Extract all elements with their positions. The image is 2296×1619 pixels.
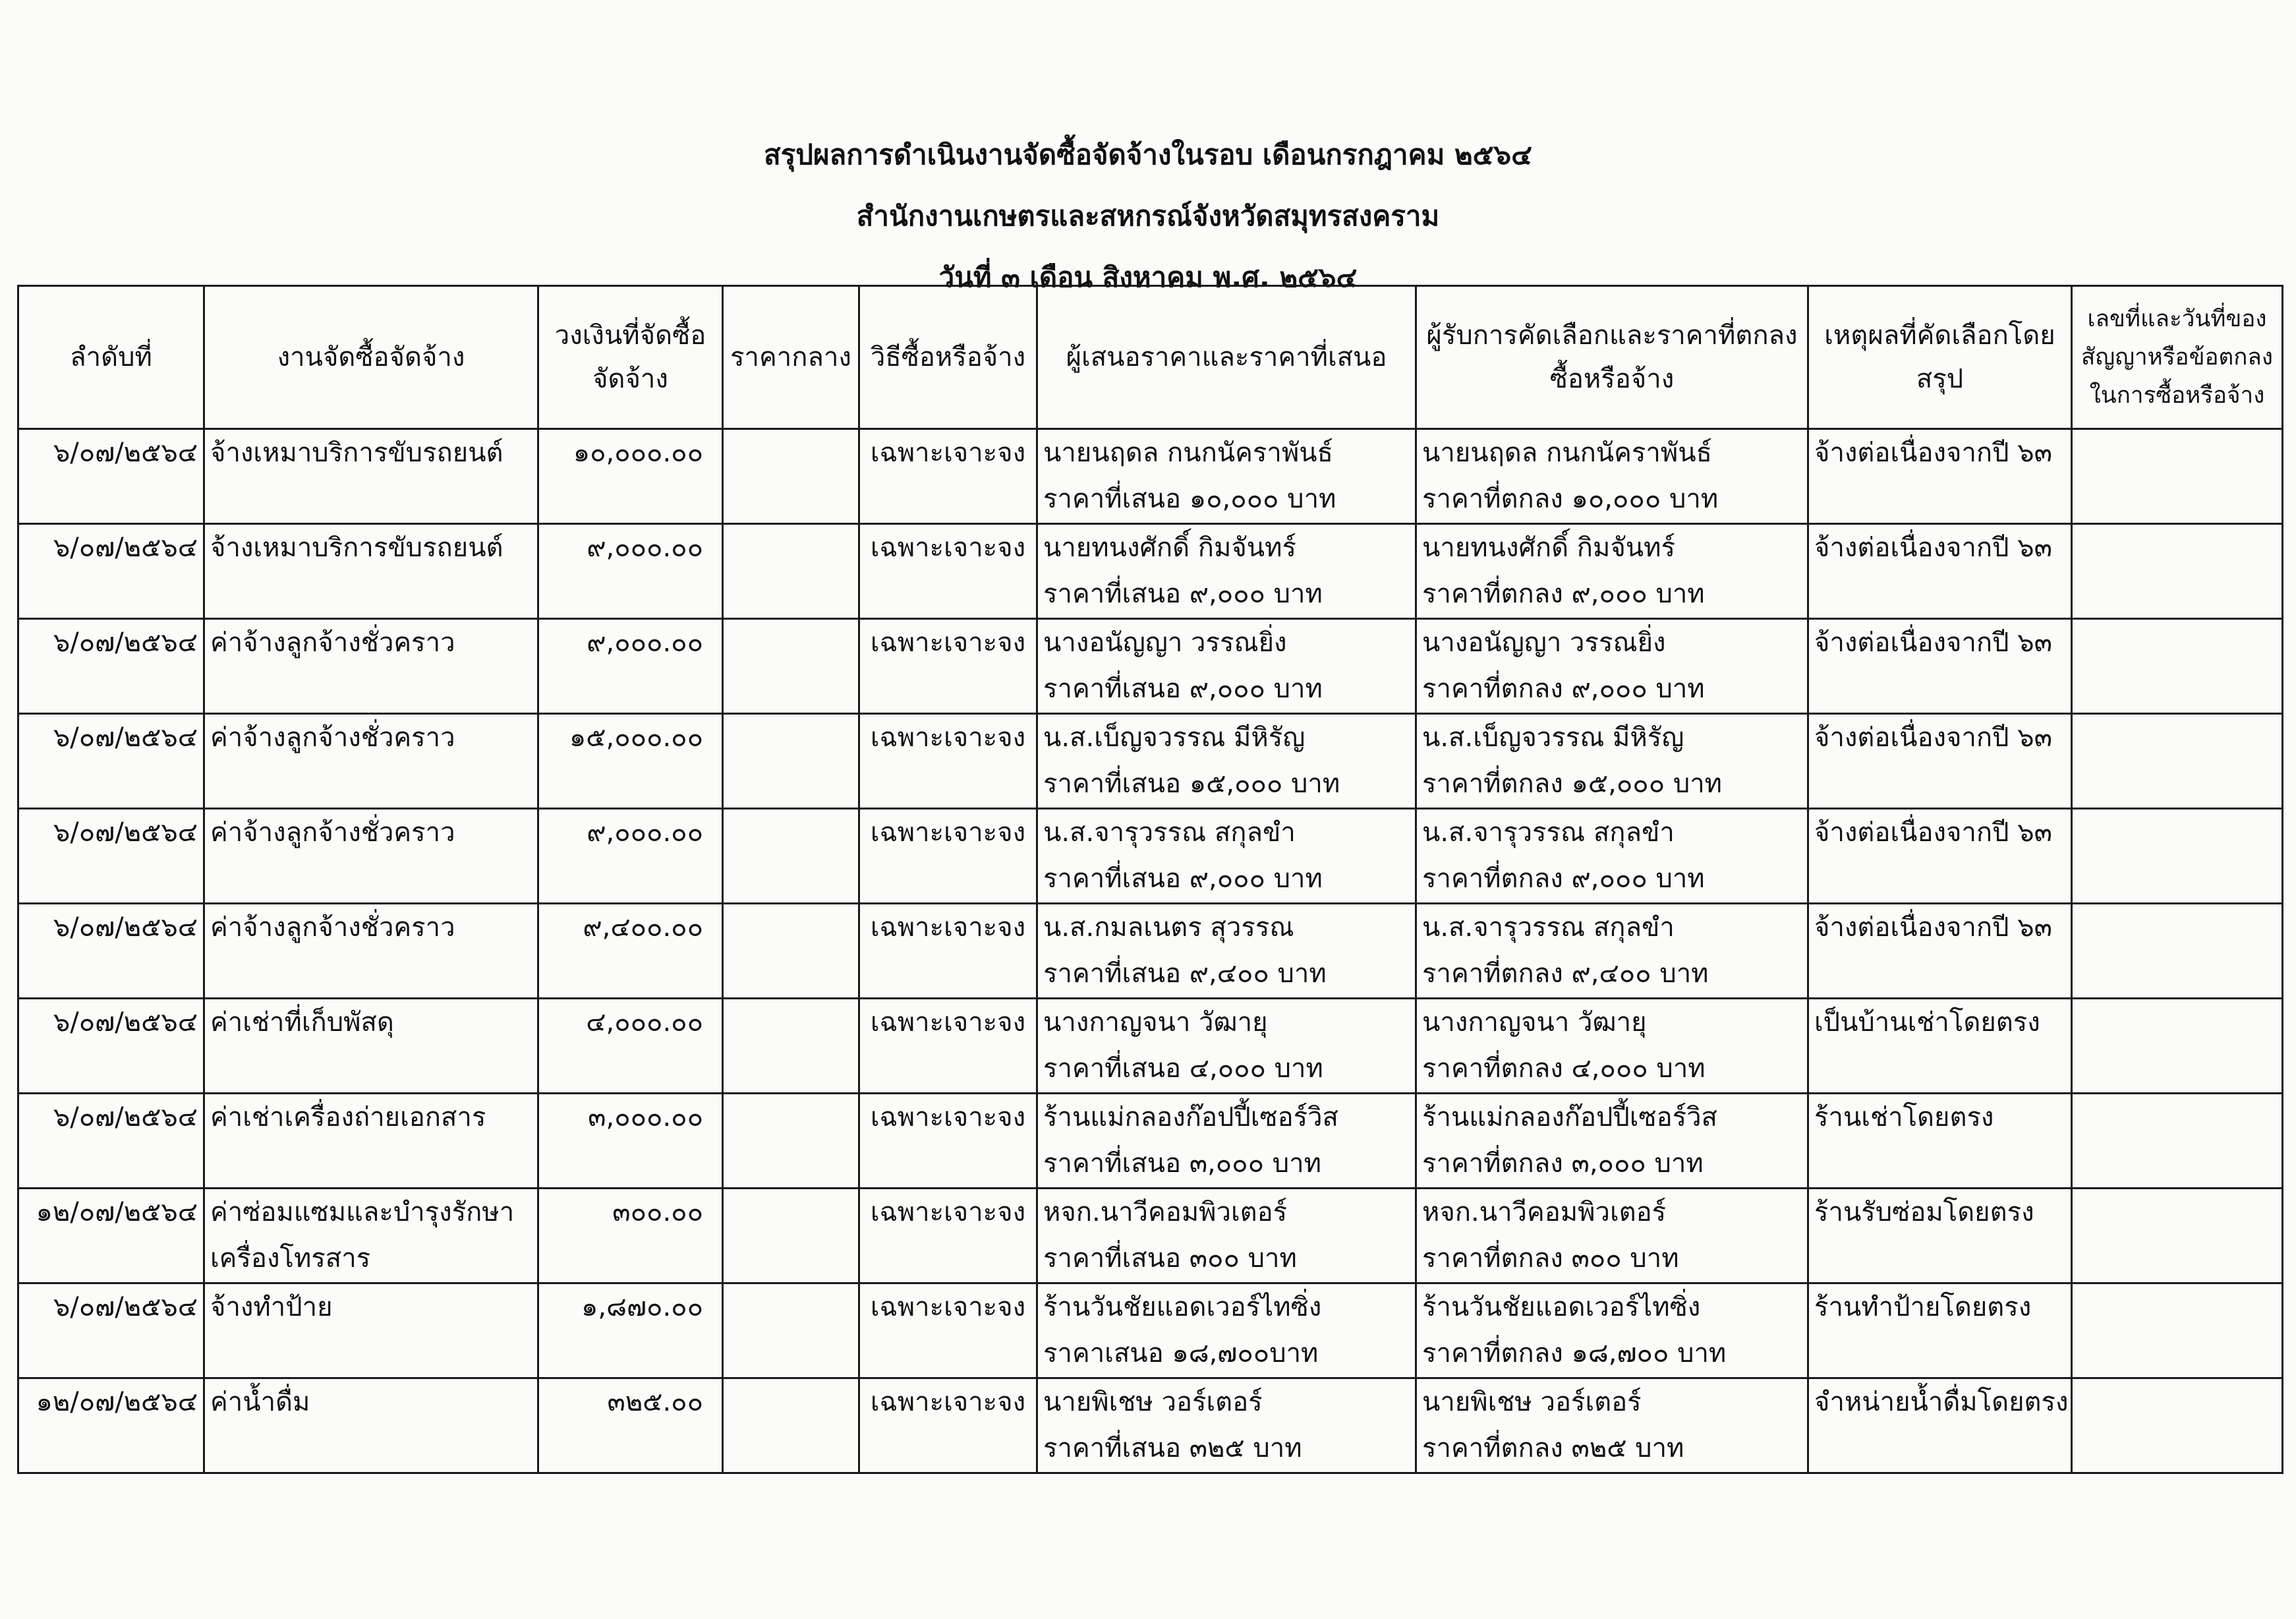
cell-reason: จ้างต่อเนื่องจากปี ๖๓ <box>1808 429 2072 524</box>
winner-price: ราคาที่ตกลง ๓๒๕ บาท <box>1422 1433 1684 1463</box>
header-budget: วงเงินที่จัดซื้อจัดจ้าง <box>538 286 723 429</box>
cell-budget: ๓,๐๐๐.๐๐ <box>538 1094 723 1189</box>
winner-price: ราคาที่ตกลง ๓๐๐ บาท <box>1422 1243 1679 1274</box>
table-row <box>18 809 2283 904</box>
cell-method: เฉพาะเจาะจง <box>859 1189 1037 1283</box>
bidder-name: น.ส.เบ็ญจวรรณ มีหิรัญ <box>1043 722 1306 753</box>
cell-date: ๖/๐๗/๒๕๖๔ <box>18 1283 204 1378</box>
cell-median-price <box>723 1189 859 1283</box>
cell-reason: จ้างต่อเนื่องจากปี ๖๓ <box>1808 714 2072 809</box>
table-header-row <box>18 286 2283 429</box>
bidder-price: ราคาที่เสนอ ๙,๐๐๐ บาท <box>1043 864 1323 894</box>
cell-reason: จำหน่ายน้ำดื่มโดยตรง <box>1808 1378 2072 1473</box>
cell-date: ๖/๐๗/๒๕๖๔ <box>18 619 204 714</box>
winner-name: นายทนงศักดิ์ กิมจันทร์ <box>1422 533 1676 563</box>
cell-contract <box>2072 999 2283 1094</box>
table-row <box>18 619 2283 714</box>
cell-contract <box>2072 619 2283 714</box>
cell-bidder <box>1037 1189 1416 1283</box>
bidder-name: นางอนัญญา วรรณยิ่ง <box>1043 628 1287 658</box>
procurement-table <box>17 285 2283 1474</box>
bidder-price: ราคาที่เสนอ ๙,๐๐๐ บาท <box>1043 579 1323 609</box>
cell-task: ค่าจ้างลูกจ้างชั่วคราว <box>204 714 538 809</box>
cell-date: ๖/๐๗/๒๕๖๔ <box>18 429 204 524</box>
bidder-price: ราคาที่เสนอ ๑๐,๐๐๐ บาท <box>1043 484 1336 514</box>
winner-price: ราคาที่ตกลง ๔,๐๐๐ บาท <box>1422 1053 1706 1084</box>
cell-budget: ๔,๐๐๐.๐๐ <box>538 999 723 1094</box>
document-header <box>0 124 2296 308</box>
cell-method: เฉพาะเจาะจง <box>859 904 1037 999</box>
cell-task: ค่าจ้างลูกจ้างชั่วคราว <box>204 904 538 999</box>
cell-winner <box>1416 904 1808 999</box>
cell-bidder <box>1037 1094 1416 1189</box>
bidder-price: ราคาที่เสนอ ๓๐๐ บาท <box>1043 1243 1297 1274</box>
table-row <box>18 904 2283 999</box>
cell-bidder <box>1037 1378 1416 1473</box>
cell-median-price <box>723 1094 859 1189</box>
table-row <box>18 999 2283 1094</box>
cell-method: เฉพาะเจาะจง <box>859 1283 1037 1378</box>
bidder-name: ร้านวันชัยแอดเวอร์ไทซิ่ง <box>1043 1292 1322 1322</box>
cell-reason: จ้างต่อเนื่องจากปี ๖๓ <box>1808 524 2072 619</box>
cell-method: เฉพาะเจาะจง <box>859 999 1037 1094</box>
bidder-price: ราคาที่เสนอ ๙,๔๐๐ บาท <box>1043 958 1327 989</box>
cell-bidder <box>1037 809 1416 904</box>
winner-name: นางกาญจนา วัฒายุ <box>1422 1007 1647 1038</box>
bidder-price: ราคาที่เสนอ ๑๕,๐๐๐ บาท <box>1043 769 1340 799</box>
cell-budget: ๙,๐๐๐.๐๐ <box>538 524 723 619</box>
agency-name: สำนักงานเกษตรและสหกรณ์จังหวัดสมุทรสงคราม <box>856 200 1440 232</box>
cell-bidder <box>1037 1283 1416 1378</box>
winner-name: นายนฤดล กนกนัคราพันธ์ <box>1422 438 1712 468</box>
bidder-name: นายพิเชษ วอร์เตอร์ <box>1043 1387 1263 1417</box>
bidder-price: ราคาเสนอ ๑๘,๗๐๐บาท <box>1043 1338 1319 1369</box>
cell-date: ๑๒/๐๗/๒๕๖๔ <box>18 1189 204 1283</box>
header-seq: ลำดับที่ <box>18 286 204 429</box>
cell-bidder <box>1037 904 1416 999</box>
cell-winner <box>1416 1094 1808 1189</box>
winner-name: นายพิเชษ วอร์เตอร์ <box>1422 1387 1642 1417</box>
cell-median-price <box>723 904 859 999</box>
cell-method: เฉพาะเจาะจง <box>859 1378 1037 1473</box>
cell-method: เฉพาะเจาะจง <box>859 429 1037 524</box>
cell-bidder <box>1037 429 1416 524</box>
winner-name: น.ส.จารุวรรณ สกุลขำ <box>1422 912 1675 943</box>
cell-date: ๖/๐๗/๒๕๖๔ <box>18 1094 204 1189</box>
table-row <box>18 1283 2283 1378</box>
bidder-price: ราคาที่เสนอ ๔,๐๐๐ บาท <box>1043 1053 1323 1084</box>
cell-task: ค่าจ้างลูกจ้างชั่วคราว <box>204 619 538 714</box>
cell-median-price <box>723 1283 859 1378</box>
cell-contract <box>2072 714 2283 809</box>
cell-winner <box>1416 1378 1808 1473</box>
cell-winner <box>1416 1189 1808 1283</box>
bidder-name: น.ส.กมลเนตร สุวรรณ <box>1043 912 1294 943</box>
cell-bidder <box>1037 999 1416 1094</box>
cell-budget: ๓๒๕.๐๐ <box>538 1378 723 1473</box>
cell-contract <box>2072 1378 2283 1473</box>
cell-winner <box>1416 999 1808 1094</box>
winner-name: น.ส.เบ็ญจวรรณ มีหิรัญ <box>1422 722 1684 753</box>
cell-reason: จ้างต่อเนื่องจากปี ๖๓ <box>1808 809 2072 904</box>
bidder-price: ราคาที่เสนอ ๙,๐๐๐ บาท <box>1043 674 1323 704</box>
cell-task: จ้างทำป้าย <box>204 1283 538 1378</box>
winner-name: ร้านวันชัยแอดเวอร์ไทซิ่ง <box>1422 1292 1701 1322</box>
cell-winner <box>1416 714 1808 809</box>
cell-median-price <box>723 714 859 809</box>
cell-contract <box>2072 524 2283 619</box>
bidder-name: นายนฤดล กนกนัคราพันธ์ <box>1043 438 1333 468</box>
cell-budget: ๙,๔๐๐.๐๐ <box>538 904 723 999</box>
cell-task: ค่าเช่าที่เก็บพัสดุ <box>204 999 538 1094</box>
cell-reason: ร้านทำป้ายโดยตรง <box>1808 1283 2072 1378</box>
cell-budget: ๓๐๐.๐๐ <box>538 1189 723 1283</box>
winner-price: ราคาที่ตกลง ๑๐,๐๐๐ บาท <box>1422 484 1719 514</box>
cell-method: เฉพาะเจาะจง <box>859 619 1037 714</box>
cell-reason: ร้านรับซ่อมโดยตรง <box>1808 1189 2072 1283</box>
header-contract: เลขที่และวันที่ของสัญญาหรือข้อตกลงในการซื้อหรือจ้าง <box>2072 286 2283 429</box>
cell-date: ๖/๐๗/๒๕๖๔ <box>18 714 204 809</box>
cell-reason: จ้างต่อเนื่องจากปี ๖๓ <box>1808 619 2072 714</box>
cell-budget: ๙,๐๐๐.๐๐ <box>538 809 723 904</box>
header-method: วิธีซื้อหรือจ้าง <box>859 286 1037 429</box>
cell-date: ๖/๐๗/๒๕๖๔ <box>18 904 204 999</box>
cell-reason: เป็นบ้านเช่าโดยตรง <box>1808 999 2072 1094</box>
bidder-price: ราคาที่เสนอ ๓๒๕ บาท <box>1043 1433 1302 1463</box>
cell-contract <box>2072 904 2283 999</box>
cell-date: ๖/๐๗/๒๕๖๔ <box>18 999 204 1094</box>
winner-price: ราคาที่ตกลง ๙,๔๐๐ บาท <box>1422 958 1709 989</box>
cell-winner <box>1416 619 1808 714</box>
winner-price: ราคาที่ตกลง ๙,๐๐๐ บาท <box>1422 674 1705 704</box>
cell-median-price <box>723 809 859 904</box>
cell-reason: ร้านเช่าโดยตรง <box>1808 1094 2072 1189</box>
cell-task: ค่าซ่อมแซมและบำรุงรักษาเครื่องโทรสาร <box>204 1189 538 1283</box>
bidder-name: หจก.นาวีคอมพิวเตอร์ <box>1043 1197 1288 1227</box>
cell-date: ๑๒/๐๗/๒๕๖๔ <box>18 1378 204 1473</box>
winner-price: ราคาที่ตกลง ๓,๐๐๐ บาท <box>1422 1148 1704 1179</box>
header-winner: ผู้รับการคัดเลือกและราคาที่ตกลงซื้อหรือจ้าง <box>1416 286 1808 429</box>
cell-contract <box>2072 1189 2283 1283</box>
cell-budget: ๑๕,๐๐๐.๐๐ <box>538 714 723 809</box>
cell-date: ๖/๐๗/๒๕๖๔ <box>18 524 204 619</box>
winner-price: ราคาที่ตกลง ๑๘,๗๐๐ บาท <box>1422 1338 1727 1369</box>
cell-task: ค่าเช่าเครื่องถ่ายเอกสาร <box>204 1094 538 1189</box>
cell-winner <box>1416 1283 1808 1378</box>
cell-budget: ๑๐,๐๐๐.๐๐ <box>538 429 723 524</box>
cell-contract <box>2072 1283 2283 1378</box>
cell-contract <box>2072 809 2283 904</box>
cell-task: ค่าน้ำดื่ม <box>204 1378 538 1473</box>
report-title: สรุปผลการดำเนินงานจัดซื้อจัดจ้างในรอบ เดือนกรกฎาคม ๒๕๖๔ <box>764 138 1532 171</box>
table-row <box>18 1189 2283 1283</box>
bidder-price: ราคาที่เสนอ ๓,๐๐๐ บาท <box>1043 1148 1321 1179</box>
cell-median-price <box>723 524 859 619</box>
cell-contract <box>2072 429 2283 524</box>
header-reason: เหตุผลที่คัดเลือกโดยสรุป <box>1808 286 2072 429</box>
cell-bidder <box>1037 714 1416 809</box>
cell-median-price <box>723 429 859 524</box>
bidder-name: ร้านแม่กลองก๊อปปี้เซอร์วิส <box>1043 1102 1338 1133</box>
winner-name: น.ส.จารุวรรณ สกุลขำ <box>1422 817 1675 848</box>
cell-task: จ้างเหมาบริการขับรถยนต์ <box>204 524 538 619</box>
cell-method: เฉพาะเจาะจง <box>859 809 1037 904</box>
cell-winner <box>1416 809 1808 904</box>
table-row <box>18 524 2283 619</box>
winner-name: หจก.นาวีคอมพิวเตอร์ <box>1422 1197 1667 1227</box>
cell-bidder <box>1037 524 1416 619</box>
cell-method: เฉพาะเจาะจง <box>859 524 1037 619</box>
bidder-name: นายทนงศักดิ์ กิมจันทร์ <box>1043 533 1297 563</box>
cell-task: ค่าจ้างลูกจ้างชั่วคราว <box>204 809 538 904</box>
cell-task: จ้างเหมาบริการขับรถยนต์ <box>204 429 538 524</box>
table-row <box>18 714 2283 809</box>
bidder-name: น.ส.จารุวรรณ สกุลขำ <box>1043 817 1296 848</box>
header-median-price: ราคากลาง <box>723 286 859 429</box>
cell-median-price <box>723 1378 859 1473</box>
table-row <box>18 1094 2283 1189</box>
header-bidder: ผู้เสนอราคาและราคาที่เสนอ <box>1037 286 1416 429</box>
cell-method: เฉพาะเจาะจง <box>859 1094 1037 1189</box>
cell-winner <box>1416 429 1808 524</box>
cell-median-price <box>723 619 859 714</box>
winner-price: ราคาที่ตกลง ๑๕,๐๐๐ บาท <box>1422 769 1723 799</box>
cell-contract <box>2072 1094 2283 1189</box>
winner-name: ร้านแม่กลองก๊อปปี้เซอร์วิส <box>1422 1102 1717 1133</box>
winner-name: นางอนัญญา วรรณยิ่ง <box>1422 628 1666 658</box>
header-task: งานจัดซื้อจัดจ้าง <box>204 286 538 429</box>
cell-bidder <box>1037 619 1416 714</box>
winner-price: ราคาที่ตกลง ๙,๐๐๐ บาท <box>1422 579 1705 609</box>
table-row <box>18 429 2283 524</box>
cell-date: ๖/๐๗/๒๕๖๔ <box>18 809 204 904</box>
cell-budget: ๙,๐๐๐.๐๐ <box>538 619 723 714</box>
table-row <box>18 1378 2283 1473</box>
cell-reason: จ้างต่อเนื่องจากปี ๖๓ <box>1808 904 2072 999</box>
cell-method: เฉพาะเจาะจง <box>859 714 1037 809</box>
cell-median-price <box>723 999 859 1094</box>
report-date: วันที่ ๓ เดือน สิงหาคม พ.ศ. ๒๕๖๔ <box>938 261 1358 293</box>
bidder-name: นางกาญจนา วัฒายุ <box>1043 1007 1268 1038</box>
cell-budget: ๑,๘๗๐.๐๐ <box>538 1283 723 1378</box>
cell-winner <box>1416 524 1808 619</box>
winner-price: ราคาที่ตกลง ๙,๐๐๐ บาท <box>1422 864 1705 894</box>
